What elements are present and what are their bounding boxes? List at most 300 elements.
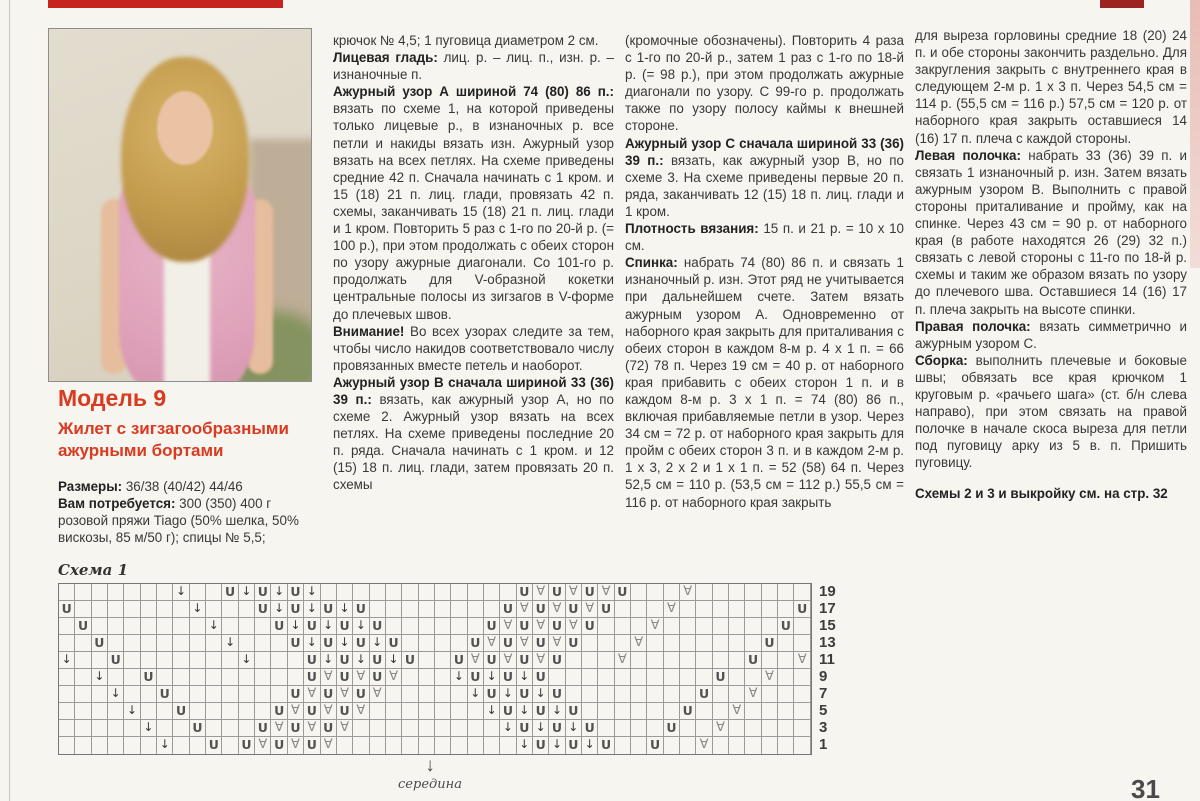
empty-cell bbox=[222, 686, 238, 703]
empty-cell bbox=[794, 720, 810, 737]
decrease-cell: ∀ bbox=[794, 652, 810, 669]
empty-cell bbox=[239, 618, 255, 635]
arrow-cell: ↓ bbox=[59, 652, 75, 669]
empty-cell bbox=[419, 686, 435, 703]
empty-cell bbox=[402, 686, 418, 703]
yarn-over-cell: U bbox=[598, 601, 614, 618]
decrease-cell: ∀ bbox=[566, 584, 582, 601]
paragraph-label: Сборка: bbox=[915, 352, 968, 368]
empty-cell bbox=[239, 635, 255, 652]
decrease-cell: ∀ bbox=[353, 703, 369, 720]
empty-cell bbox=[778, 686, 794, 703]
yarn-over-cell: U bbox=[582, 618, 598, 635]
empty-cell bbox=[745, 720, 761, 737]
empty-cell bbox=[173, 601, 189, 618]
empty-cell bbox=[92, 703, 108, 720]
empty-cell bbox=[92, 601, 108, 618]
empty-cell bbox=[778, 720, 794, 737]
empty-cell bbox=[402, 720, 418, 737]
chart-row bbox=[59, 635, 811, 652]
chart-row-numbers bbox=[812, 583, 849, 753]
empty-cell bbox=[271, 669, 287, 686]
chart-grid bbox=[58, 583, 812, 755]
empty-cell bbox=[75, 584, 91, 601]
empty-cell bbox=[435, 618, 451, 635]
chart-row bbox=[59, 669, 811, 686]
empty-cell bbox=[386, 703, 402, 720]
yarn-over-cell: U bbox=[533, 703, 549, 720]
arrow-cell: ↓ bbox=[124, 703, 140, 720]
yarn-over-cell: U bbox=[566, 601, 582, 618]
empty-cell bbox=[664, 669, 680, 686]
yarn-over-cell: U bbox=[353, 635, 369, 652]
empty-cell bbox=[615, 737, 631, 754]
instruction-paragraph: Плотность вязания: 15 п. и 21 р. = 10 х 10 см. bbox=[625, 221, 904, 254]
empty-cell bbox=[419, 652, 435, 669]
empty-cell bbox=[75, 720, 91, 737]
decrease-cell: ∀ bbox=[288, 703, 304, 720]
empty-cell bbox=[468, 703, 484, 720]
arrow-cell: ↓ bbox=[304, 635, 320, 652]
yarn-over-cell: U bbox=[517, 618, 533, 635]
empty-cell bbox=[435, 584, 451, 601]
empty-cell bbox=[451, 737, 467, 754]
paragraph-label: Размеры: bbox=[58, 479, 123, 494]
yarn-over-cell: U bbox=[664, 720, 680, 737]
arrow-cell: ↓ bbox=[222, 635, 238, 652]
empty-cell bbox=[419, 703, 435, 720]
empty-cell bbox=[124, 618, 140, 635]
empty-cell bbox=[206, 584, 222, 601]
empty-cell bbox=[222, 618, 238, 635]
empty-cell bbox=[713, 584, 729, 601]
instruction-paragraph: крючок № 4,5; 1 пуговица диаметром 2 см. bbox=[333, 33, 599, 48]
yarn-over-cell: U bbox=[533, 669, 549, 686]
yarn-over-cell: U bbox=[713, 669, 729, 686]
empty-cell bbox=[124, 601, 140, 618]
empty-cell bbox=[762, 652, 778, 669]
arrow-cell: ↓ bbox=[239, 652, 255, 669]
yarn-over-cell: U bbox=[582, 720, 598, 737]
decrease-cell: ∀ bbox=[696, 737, 712, 754]
empty-cell bbox=[222, 737, 238, 754]
decrease-cell: ∀ bbox=[288, 737, 304, 754]
yarn-over-cell: U bbox=[337, 669, 353, 686]
empty-cell bbox=[255, 618, 271, 635]
empty-cell bbox=[206, 720, 222, 737]
empty-cell bbox=[157, 703, 173, 720]
empty-cell bbox=[631, 601, 647, 618]
empty-cell bbox=[435, 635, 451, 652]
paragraph-label: Вам потребуется: bbox=[58, 496, 176, 512]
empty-cell bbox=[190, 686, 206, 703]
paragraph-label: Схемы 2 и 3 и выкройку см. на стр. 32 bbox=[915, 486, 1168, 502]
empty-cell bbox=[108, 703, 124, 720]
yarn-over-cell: U bbox=[370, 618, 386, 635]
empty-cell bbox=[190, 584, 206, 601]
empty-cell bbox=[108, 737, 124, 754]
model-photo bbox=[48, 28, 312, 382]
empty-cell bbox=[680, 601, 696, 618]
arrow-cell: ↓ bbox=[271, 584, 287, 601]
yarn-over-cell: U bbox=[59, 601, 75, 618]
chart-row-number: 7 bbox=[819, 685, 828, 702]
empty-cell bbox=[680, 686, 696, 703]
text-column-2 bbox=[625, 32, 904, 511]
empty-cell bbox=[713, 652, 729, 669]
empty-cell bbox=[647, 703, 663, 720]
arrow-cell: ↓ bbox=[484, 703, 500, 720]
empty-cell bbox=[124, 652, 140, 669]
empty-cell bbox=[631, 669, 647, 686]
paragraph-label: Внимание! bbox=[333, 323, 405, 339]
empty-cell bbox=[386, 737, 402, 754]
yarn-over-cell: U bbox=[402, 652, 418, 669]
yarn-over-cell: U bbox=[549, 584, 565, 601]
empty-cell bbox=[222, 601, 238, 618]
empty-cell bbox=[141, 737, 157, 754]
empty-cell bbox=[451, 686, 467, 703]
paragraph-label: Ажурный узор В сначала шириной 33 (36) 39 п.: bbox=[333, 374, 614, 407]
decrease-cell: ∀ bbox=[321, 737, 337, 754]
decrease-cell: ∀ bbox=[762, 669, 778, 686]
empty-cell bbox=[615, 669, 631, 686]
paragraph-label: Правая полочка: bbox=[915, 318, 1031, 334]
yarn-over-cell: U bbox=[517, 686, 533, 703]
instruction-paragraph: Ажурный узор В сначала шириной 33 (36) 39 п.: вязать, как ажурный узор А, но по схеме 2. Ажурный узор вязать на всех петлях. На схеме приведены последние 20 п. ряда. Сначала начинать с 1 кром. и 12 (15) 18 п. лиц. глади, затем провязать 20 п. схемы bbox=[333, 374, 614, 493]
arrow-cell: ↓ bbox=[337, 601, 353, 618]
chart-row bbox=[59, 737, 811, 754]
empty-cell bbox=[141, 618, 157, 635]
empty-cell bbox=[108, 584, 124, 601]
empty-cell bbox=[696, 584, 712, 601]
decrease-cell: ∀ bbox=[549, 635, 565, 652]
decrease-cell: ∀ bbox=[353, 669, 369, 686]
empty-cell bbox=[141, 686, 157, 703]
empty-cell bbox=[794, 686, 810, 703]
chart-row-number: 19 bbox=[819, 583, 836, 600]
decrease-cell: ∀ bbox=[533, 618, 549, 635]
decrease-cell: ∀ bbox=[533, 652, 549, 669]
empty-cell bbox=[468, 584, 484, 601]
empty-cell bbox=[745, 635, 761, 652]
yarn-over-cell: U bbox=[255, 720, 271, 737]
empty-cell bbox=[778, 652, 794, 669]
paragraph-label: Левая полочка: bbox=[915, 147, 1021, 163]
chart-row-number: 11 bbox=[819, 651, 835, 668]
empty-cell bbox=[190, 703, 206, 720]
decrease-cell: ∀ bbox=[729, 703, 745, 720]
empty-cell bbox=[239, 703, 255, 720]
empty-cell bbox=[794, 737, 810, 754]
empty-cell bbox=[255, 635, 271, 652]
yarn-over-cell: U bbox=[141, 669, 157, 686]
yarn-over-cell: U bbox=[157, 686, 173, 703]
arrow-cell: ↓ bbox=[517, 669, 533, 686]
arrow-cell: ↓ bbox=[500, 686, 516, 703]
empty-cell bbox=[631, 720, 647, 737]
page-edge-strip bbox=[1190, 0, 1200, 268]
empty-cell bbox=[468, 720, 484, 737]
empty-cell bbox=[75, 635, 91, 652]
empty-cell bbox=[419, 601, 435, 618]
empty-cell bbox=[615, 601, 631, 618]
empty-cell bbox=[92, 737, 108, 754]
arrow-cell: ↓ bbox=[108, 686, 124, 703]
empty-cell bbox=[206, 703, 222, 720]
yarn-over-cell: U bbox=[304, 618, 320, 635]
empty-cell bbox=[141, 635, 157, 652]
empty-cell bbox=[647, 686, 663, 703]
yarn-over-cell: U bbox=[353, 686, 369, 703]
yarn-over-cell: U bbox=[566, 737, 582, 754]
yarn-over-cell: U bbox=[370, 652, 386, 669]
arrow-cell: ↓ bbox=[337, 635, 353, 652]
decrease-cell: ∀ bbox=[582, 601, 598, 618]
empty-cell bbox=[713, 635, 729, 652]
empty-cell bbox=[762, 686, 778, 703]
empty-cell bbox=[157, 635, 173, 652]
yarn-over-cell: U bbox=[533, 601, 549, 618]
empty-cell bbox=[386, 601, 402, 618]
empty-cell bbox=[778, 669, 794, 686]
empty-cell bbox=[239, 686, 255, 703]
empty-cell bbox=[255, 703, 271, 720]
empty-cell bbox=[435, 652, 451, 669]
empty-cell bbox=[92, 618, 108, 635]
empty-cell bbox=[615, 635, 631, 652]
yarn-over-cell: U bbox=[304, 703, 320, 720]
empty-cell bbox=[337, 737, 353, 754]
empty-cell bbox=[664, 635, 680, 652]
empty-cell bbox=[386, 686, 402, 703]
empty-cell bbox=[190, 618, 206, 635]
yarn-over-cell: U bbox=[451, 652, 467, 669]
empty-cell bbox=[762, 584, 778, 601]
down-arrow-icon: ↓ bbox=[425, 755, 435, 776]
chart-title: Схема 1 bbox=[58, 561, 129, 579]
empty-cell bbox=[598, 635, 614, 652]
empty-cell bbox=[598, 720, 614, 737]
yarn-over-cell: U bbox=[288, 720, 304, 737]
empty-cell bbox=[451, 601, 467, 618]
empty-cell bbox=[402, 584, 418, 601]
chart-row bbox=[59, 703, 811, 720]
empty-cell bbox=[729, 720, 745, 737]
empty-cell bbox=[157, 618, 173, 635]
empty-cell bbox=[59, 737, 75, 754]
empty-cell bbox=[680, 618, 696, 635]
empty-cell bbox=[680, 720, 696, 737]
decrease-cell: ∀ bbox=[517, 635, 533, 652]
empty-cell bbox=[615, 720, 631, 737]
chart-row-number: 1 bbox=[819, 736, 828, 753]
empty-cell bbox=[271, 686, 287, 703]
decrease-cell: ∀ bbox=[647, 618, 663, 635]
arrow-cell: ↓ bbox=[517, 703, 533, 720]
empty-cell bbox=[108, 618, 124, 635]
yarn-over-cell: U bbox=[680, 703, 696, 720]
empty-cell bbox=[370, 720, 386, 737]
empty-cell bbox=[370, 737, 386, 754]
empty-cell bbox=[419, 635, 435, 652]
empty-cell bbox=[794, 618, 810, 635]
arrow-cell: ↓ bbox=[370, 635, 386, 652]
arrow-cell: ↓ bbox=[386, 652, 402, 669]
yarn-over-cell: U bbox=[517, 584, 533, 601]
empty-cell bbox=[778, 635, 794, 652]
arrow-cell: ↓ bbox=[239, 584, 255, 601]
empty-cell bbox=[206, 601, 222, 618]
intro-block bbox=[58, 478, 316, 546]
decrease-cell: ∀ bbox=[680, 584, 696, 601]
empty-cell bbox=[386, 584, 402, 601]
empty-cell bbox=[468, 737, 484, 754]
yarn-over-cell: U bbox=[745, 652, 761, 669]
yarn-over-cell: U bbox=[549, 652, 565, 669]
arrow-cell: ↓ bbox=[517, 737, 533, 754]
arrow-cell: ↓ bbox=[141, 720, 157, 737]
empty-cell bbox=[566, 686, 582, 703]
empty-cell bbox=[598, 703, 614, 720]
empty-cell bbox=[75, 652, 91, 669]
empty-cell bbox=[647, 669, 663, 686]
empty-cell bbox=[696, 669, 712, 686]
empty-cell bbox=[59, 584, 75, 601]
empty-cell bbox=[451, 635, 467, 652]
instruction-paragraph: Вам потребуется: 300 (350) 400 г розовой пряжи Tiago (50% шелка, 50% вискозы, 85 м/50 г); спицы № 5,5; bbox=[58, 496, 299, 546]
arrow-cell: ↓ bbox=[353, 618, 369, 635]
empty-cell bbox=[729, 584, 745, 601]
yarn-over-cell: U bbox=[549, 618, 565, 635]
decrease-cell: ∀ bbox=[664, 601, 680, 618]
empty-cell bbox=[173, 737, 189, 754]
empty-cell bbox=[59, 669, 75, 686]
yarn-over-cell: U bbox=[206, 737, 222, 754]
empty-cell bbox=[729, 635, 745, 652]
empty-cell bbox=[778, 584, 794, 601]
yarn-over-cell: U bbox=[321, 635, 337, 652]
yarn-over-cell: U bbox=[321, 720, 337, 737]
empty-cell bbox=[353, 720, 369, 737]
instruction-paragraph: для выреза горловины средние 18 (20) 24 п. и обе стороны закончить раздельно. Для закругления закрыть с внутреннего края в следующем 2-м р. 1 х 3 п. Через 54,5 см = 114 р. (55,5 см = 116 р.) 57,5 см = 120 р. от наборного края закрыть оставшиеся 14 (16) 17 п. плеча с каждой стороны. bbox=[915, 28, 1187, 146]
empty-cell bbox=[647, 652, 663, 669]
empty-cell bbox=[680, 635, 696, 652]
empty-cell bbox=[598, 652, 614, 669]
empty-cell bbox=[664, 652, 680, 669]
empty-cell bbox=[92, 720, 108, 737]
empty-cell bbox=[664, 703, 680, 720]
empty-cell bbox=[173, 635, 189, 652]
empty-cell bbox=[75, 737, 91, 754]
yarn-over-cell: U bbox=[337, 652, 353, 669]
empty-cell bbox=[484, 584, 500, 601]
empty-cell bbox=[353, 737, 369, 754]
instruction-paragraph: Правая полочка: вязать симметрично и ажурным узором С. bbox=[915, 318, 1187, 351]
yarn-over-cell: U bbox=[190, 720, 206, 737]
empty-cell bbox=[206, 669, 222, 686]
empty-cell bbox=[419, 720, 435, 737]
empty-cell bbox=[778, 703, 794, 720]
empty-cell bbox=[451, 720, 467, 737]
arrow-cell: ↓ bbox=[190, 601, 206, 618]
empty-cell bbox=[647, 720, 663, 737]
empty-cell bbox=[141, 703, 157, 720]
empty-cell bbox=[484, 720, 500, 737]
yarn-over-cell: U bbox=[500, 635, 516, 652]
empty-cell bbox=[631, 618, 647, 635]
empty-cell bbox=[745, 584, 761, 601]
empty-cell bbox=[435, 720, 451, 737]
empty-cell bbox=[222, 669, 238, 686]
yarn-over-cell: U bbox=[549, 720, 565, 737]
chart-row bbox=[59, 686, 811, 703]
empty-cell bbox=[762, 720, 778, 737]
empty-cell bbox=[402, 669, 418, 686]
empty-cell bbox=[713, 737, 729, 754]
instruction-paragraph: Спинка: набрать 74 (80) 86 п. и связать 1 изнаночный р. изн. Этот ряд не учитывается при дальнейшем счете. Затем вязать ажурным узором А. Одновременно от наборного края закрыть для приталивания с обеих сторон в каждом 8-м р. 4 х 1 п. = 66 (72) 78 п. Через 19 см = 40 р. от наборного края прибавить с обеих сторон 1 п. и в каждом 8-м р. 3 х 1 п. = 74 (80) 86 п., включая прибавляемые петли в узор. Через 34 см = 72 р. от наборного края закрыть для пройм с обеих сторон 3 п. и в каждом 2-м р. 1 х 3, 2 х 2 и 1 х 1 п. = 52 (58) 64 п. Через 52,5 см = 110 р. (53,5 см = 112 р.) 55,5 см = 116 р. от наборного края закрыть bbox=[625, 255, 904, 510]
empty-cell bbox=[59, 703, 75, 720]
empty-cell bbox=[386, 618, 402, 635]
chart-row-number: 3 bbox=[819, 719, 828, 736]
decrease-cell: ∀ bbox=[337, 686, 353, 703]
empty-cell bbox=[745, 669, 761, 686]
paragraph-label: Ажурный узор С сначала шириной 33 (36) 39 п.: bbox=[625, 135, 904, 168]
yarn-over-cell: U bbox=[500, 703, 516, 720]
top-accent-bar-right bbox=[1100, 0, 1144, 8]
arrow-cell: ↓ bbox=[353, 652, 369, 669]
empty-cell bbox=[680, 652, 696, 669]
yarn-over-cell: U bbox=[582, 584, 598, 601]
empty-cell bbox=[745, 703, 761, 720]
empty-cell bbox=[92, 686, 108, 703]
empty-cell bbox=[402, 601, 418, 618]
chart-row bbox=[59, 584, 811, 601]
empty-cell bbox=[435, 737, 451, 754]
yarn-over-cell: U bbox=[239, 737, 255, 754]
arrow-cell: ↓ bbox=[549, 737, 565, 754]
arrow-cell: ↓ bbox=[92, 669, 108, 686]
empty-cell bbox=[190, 652, 206, 669]
yarn-over-cell: U bbox=[288, 635, 304, 652]
empty-cell bbox=[696, 652, 712, 669]
chart-center-marker bbox=[398, 757, 462, 793]
yarn-over-cell: U bbox=[321, 686, 337, 703]
empty-cell bbox=[729, 618, 745, 635]
yarn-over-cell: U bbox=[468, 669, 484, 686]
empty-cell bbox=[696, 618, 712, 635]
empty-cell bbox=[664, 618, 680, 635]
chart-row-number: 13 bbox=[819, 634, 836, 651]
empty-cell bbox=[75, 669, 91, 686]
empty-cell bbox=[141, 601, 157, 618]
yarn-over-cell: U bbox=[517, 652, 533, 669]
empty-cell bbox=[157, 601, 173, 618]
chart-row-number: 9 bbox=[819, 668, 828, 685]
yarn-over-cell: U bbox=[222, 584, 238, 601]
empty-cell bbox=[173, 618, 189, 635]
yarn-over-cell: U bbox=[255, 601, 271, 618]
empty-cell bbox=[92, 652, 108, 669]
arrow-cell: ↓ bbox=[533, 720, 549, 737]
empty-cell bbox=[59, 635, 75, 652]
decrease-cell: ∀ bbox=[549, 601, 565, 618]
empty-cell bbox=[108, 635, 124, 652]
yarn-over-cell: U bbox=[173, 703, 189, 720]
yarn-over-cell: U bbox=[500, 669, 516, 686]
top-accent-bar bbox=[48, 0, 283, 8]
empty-cell bbox=[729, 686, 745, 703]
